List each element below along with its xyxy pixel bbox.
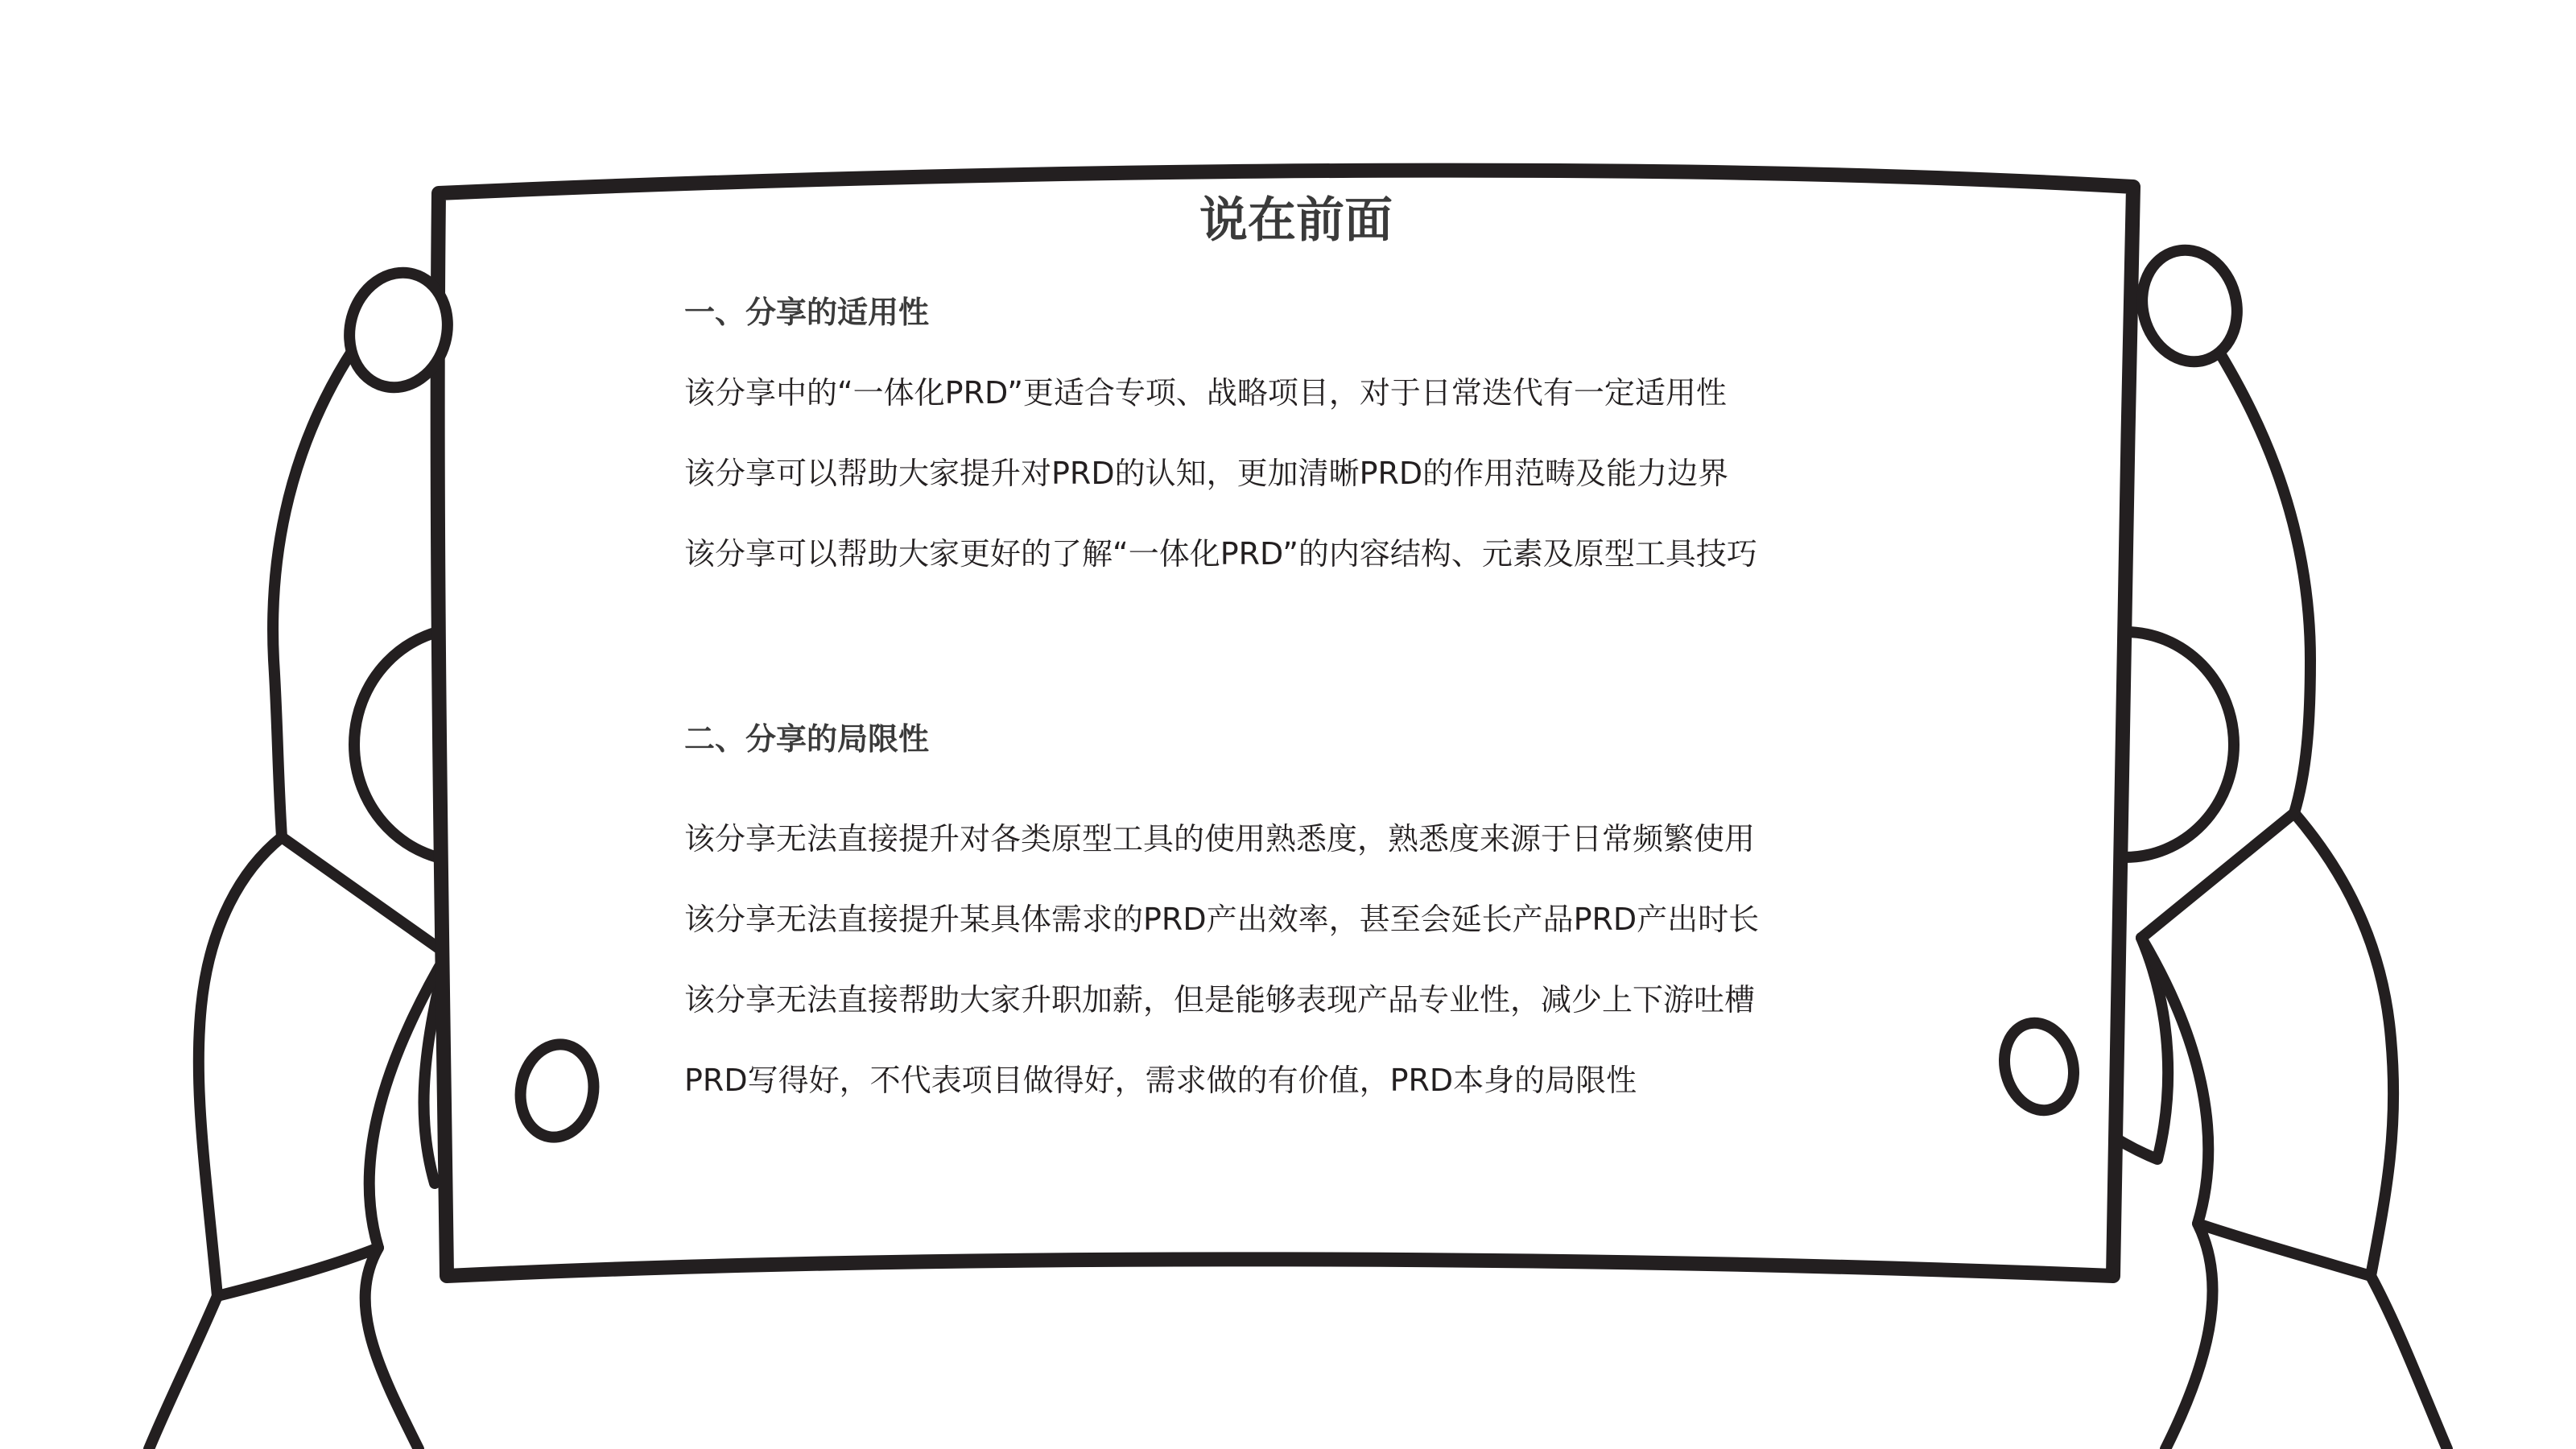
limitation-item: PRD写得好，不代表项目做得好，需求做的有价值，PRD本身的局限性 <box>684 1063 1637 1098</box>
limitation-item: 该分享无法直接提升某具体需求的PRD产出效率，甚至会延长产品PRD产出时长 <box>684 902 1760 937</box>
limitation-item: 该分享无法直接帮助大家升职加薪，但是能够表现产品专业性，减少上下游吐槽 <box>684 982 1756 1018</box>
applicability-item: 该分享可以帮助大家更好的了解“一体化PRD”的内容结构、元素及原型工具技巧 <box>684 536 1757 572</box>
section-heading-applicability: 一、分享的适用性 <box>684 295 930 330</box>
page-title: 说在前面 <box>1199 192 1393 249</box>
applicability-item: 该分享可以帮助大家提升对PRD的认知，更加清晰PRD的作用范畴及能力边界 <box>684 456 1729 491</box>
limitation-item: 该分享无法直接提升对各类原型工具的使用熟悉度，熟悉度来源于日常频繁使用 <box>684 821 1756 857</box>
applicability-item: 该分享中的“一体化PRD”更适合专项、战略项目，对于日常迭代有一定适用性 <box>684 375 1727 411</box>
section-heading-limitations: 二、分享的局限性 <box>684 721 930 757</box>
